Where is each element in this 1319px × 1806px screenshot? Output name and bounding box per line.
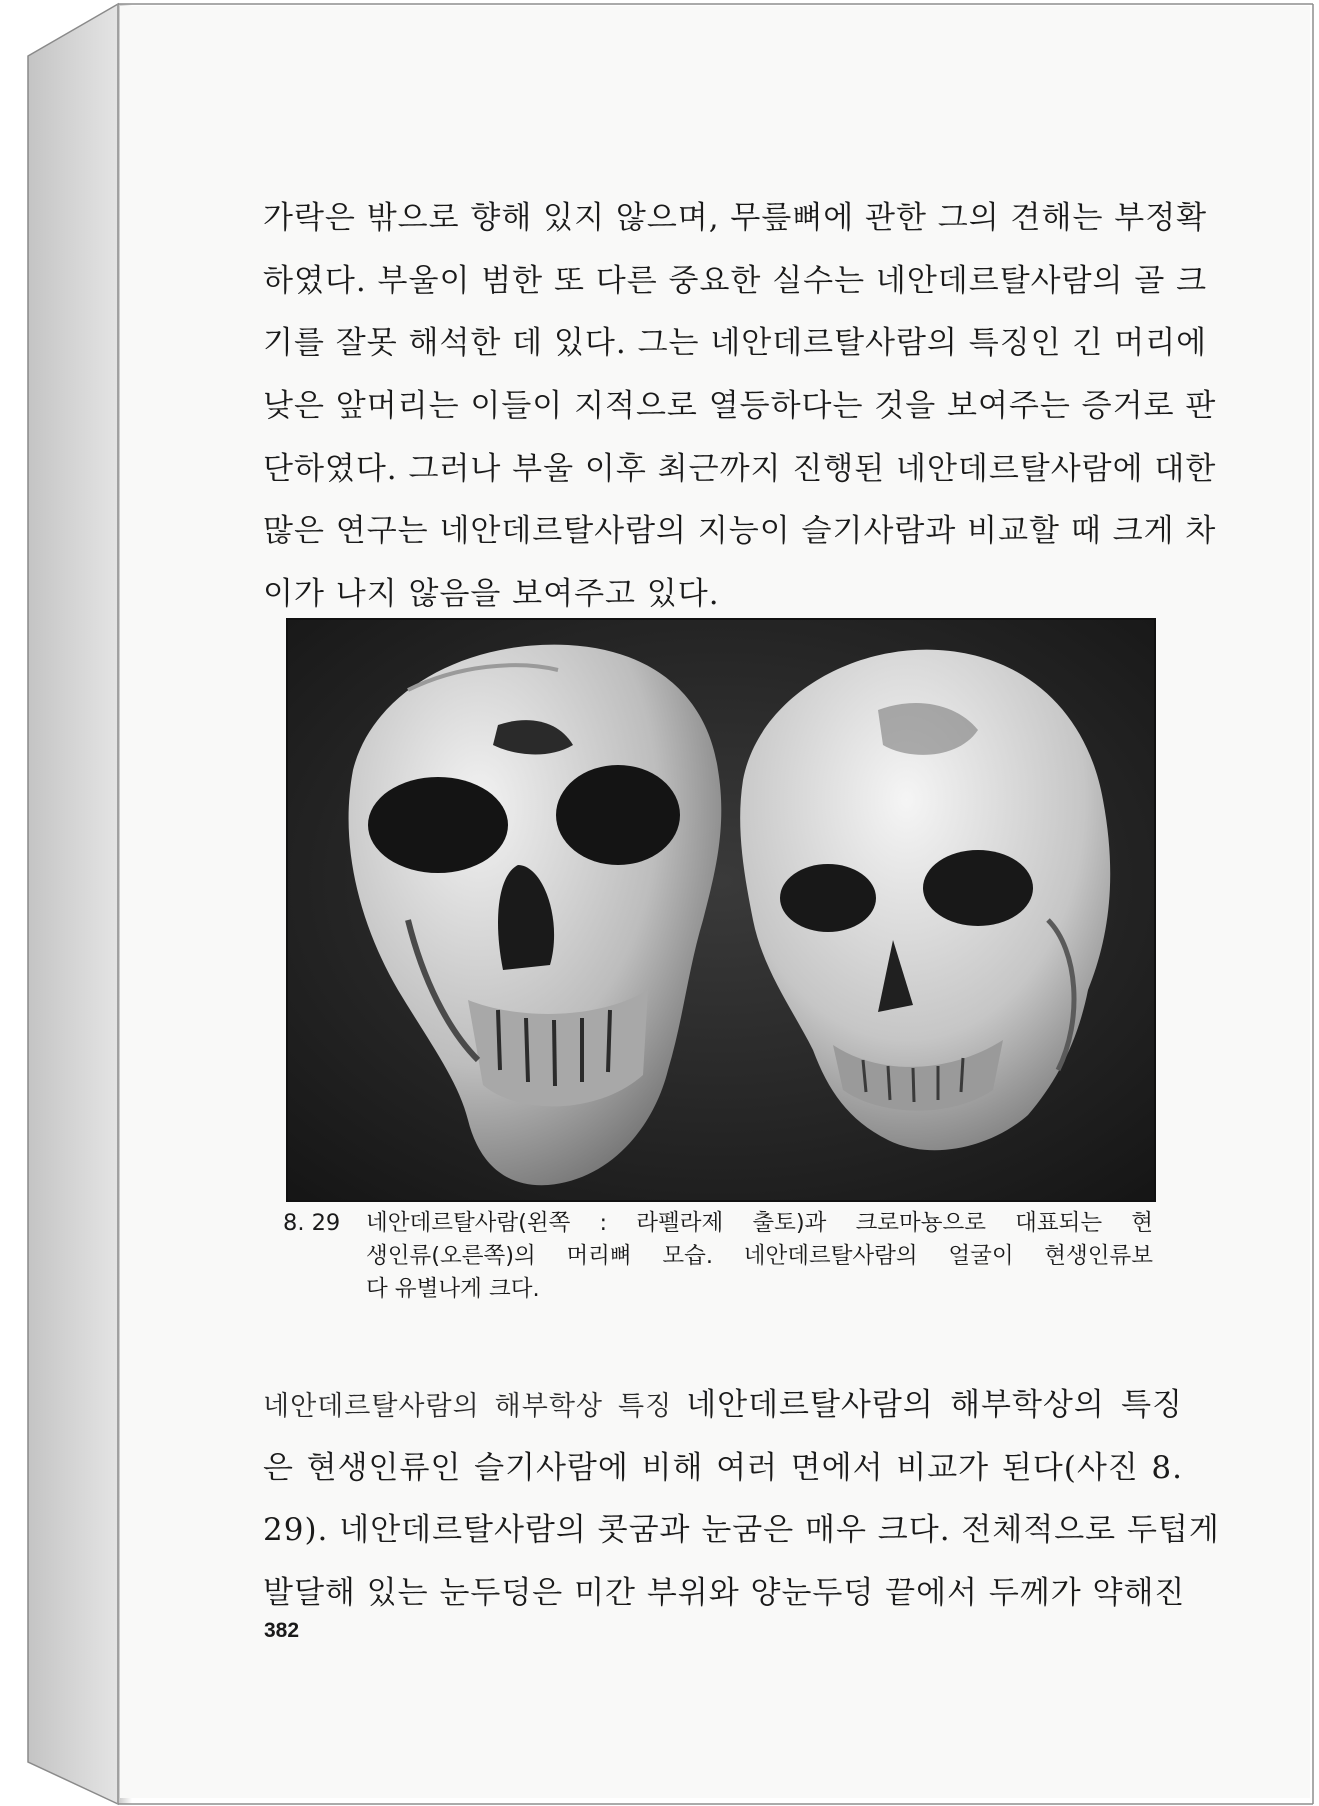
figure-number: 8. 29 bbox=[283, 1210, 341, 1236]
text-line: 많은 연구는 네안데르탈사람의 지능이 슬기사람과 비교할 때 크게 차 bbox=[263, 513, 1217, 550]
figure-caption bbox=[283, 1207, 1153, 1306]
skulls-illustration bbox=[288, 620, 1154, 1200]
caption-line: 생인류(오른쪽)의 머리뼈 모습. 네안데르탈사람의 얼굴이 현생인류보 bbox=[366, 1243, 1153, 1269]
text-line: 이가 나지 않음을 보여주고 있다. bbox=[263, 576, 720, 613]
section-first-line: 네안데르탈사람의 해부학상의 특징 bbox=[686, 1387, 1183, 1423]
text-line: 29). 네안데르탈사람의 콧굼과 눈굼은 매우 크다. 전체적으로 두텁게 bbox=[263, 1512, 1220, 1549]
page-number: 382 bbox=[264, 1619, 300, 1642]
caption-line: 다 유별나게 크다. bbox=[366, 1276, 540, 1302]
text-line: 낮은 앞머리는 이들이 지적으로 열등하다는 것을 보여주는 증거로 판 bbox=[263, 388, 1217, 425]
text-line: 은 현생인류인 슬기사람에 비해 여러 면에서 비교가 된다(사진 8. bbox=[263, 1449, 1183, 1486]
text-line: 기를 잘못 해석한 데 있다. 그는 네안데르탈사람의 특징인 긴 머리에 bbox=[263, 325, 1208, 362]
text-line bbox=[263, 1374, 1183, 1437]
caption-line: 네안데르탈사람(왼쪽 : 라펠라제 출토)과 크로마뇽으로 대표되는 현 bbox=[366, 1210, 1153, 1236]
paragraph-1 bbox=[263, 187, 1217, 626]
skulls-photo bbox=[286, 618, 1156, 1202]
text-line: 하였다. 부울이 범한 또 다른 중요한 실수는 네안데르탈사람의 골 크 bbox=[263, 262, 1208, 299]
text-line: 가락은 밖으로 향해 있지 않으며, 무릎뼈에 관한 그의 견해는 부정확 bbox=[263, 200, 1208, 236]
text-line: 발달해 있는 눈두덩은 미간 부위와 양눈두덩 끝에서 두께가 약해진 bbox=[263, 1575, 1186, 1612]
section-heading: 네안데르탈사람의 해부학상 특징 bbox=[263, 1391, 673, 1422]
text-line: 단하였다. 그러나 부울 이후 최근까지 진행된 네안데르탈사람에 대한 bbox=[263, 450, 1217, 487]
paragraph-2 bbox=[263, 1374, 1220, 1625]
